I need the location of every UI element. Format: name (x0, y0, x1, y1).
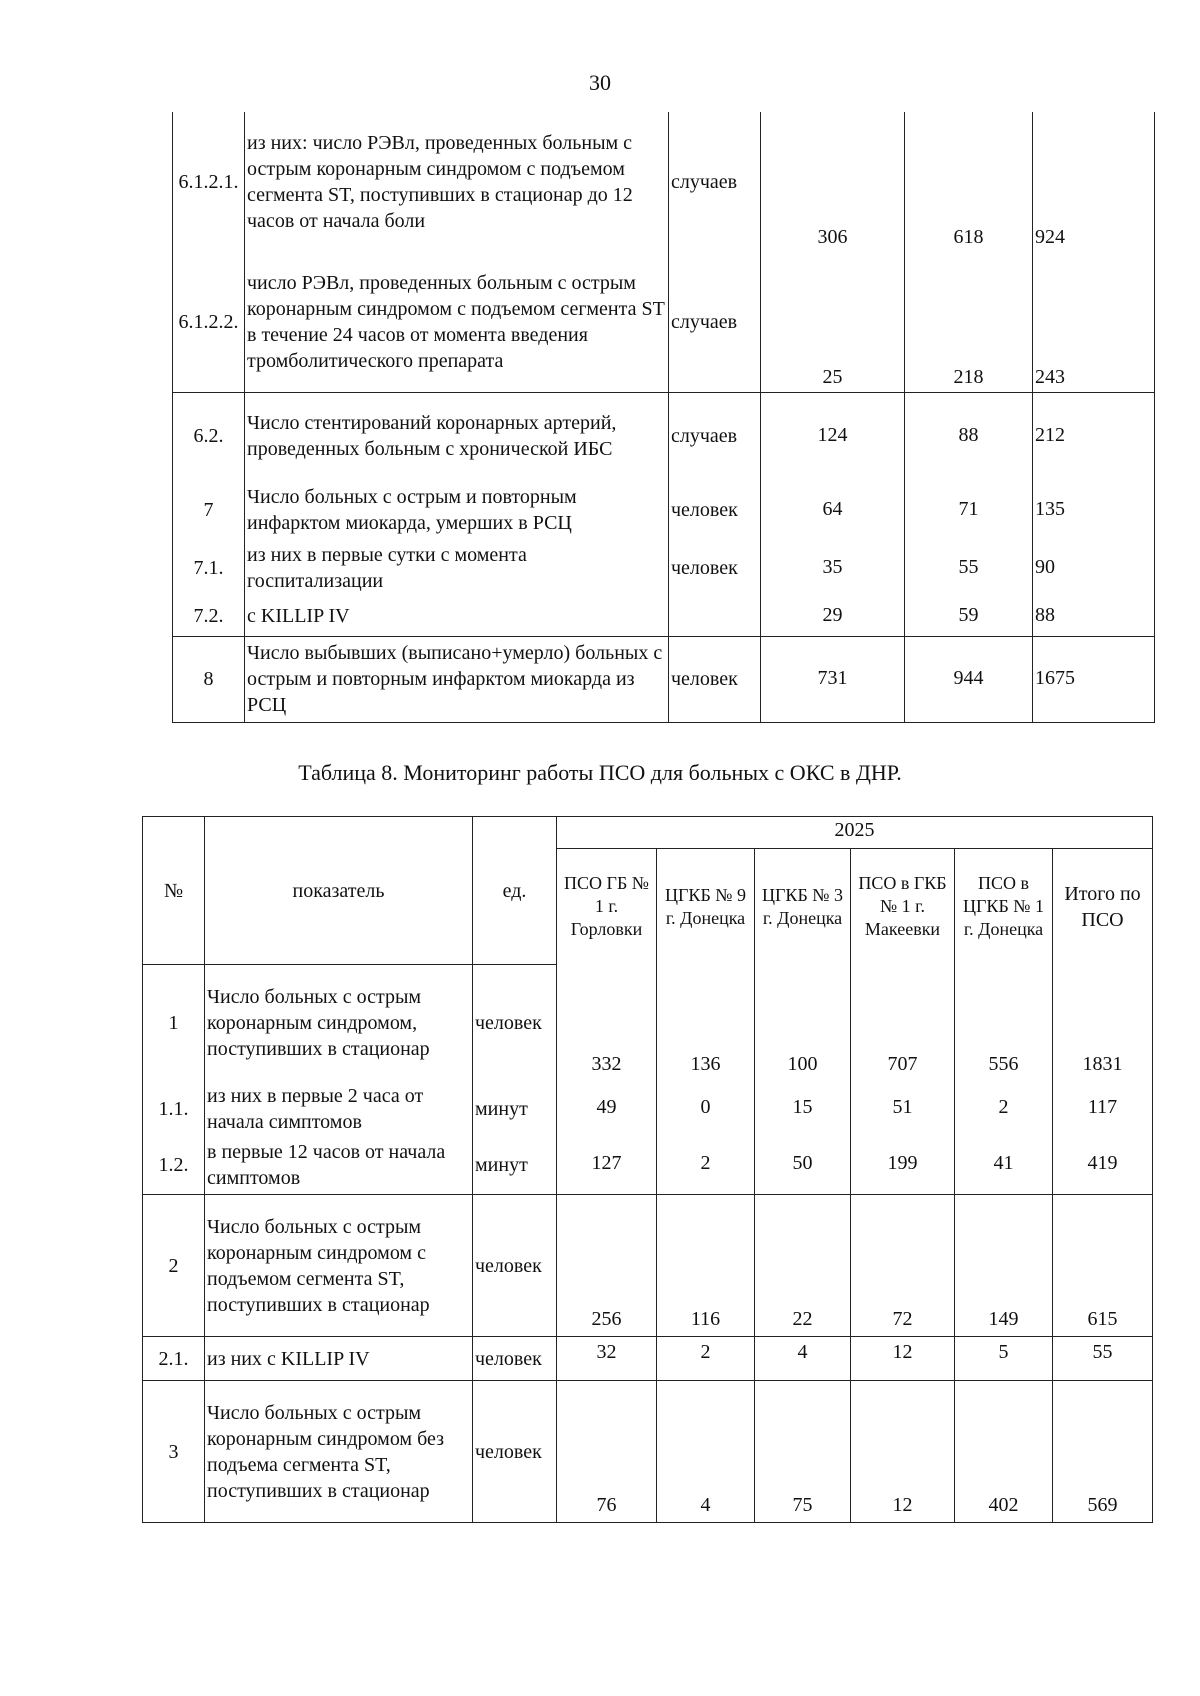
row-value: 924 (1033, 112, 1155, 252)
row-text: Число больных с острым коронарным синдромом, поступивших в стационар (205, 965, 473, 1081)
row-value: 2 (955, 1081, 1053, 1137)
table-row (173, 480, 1155, 540)
row-unit: случаев (669, 252, 761, 392)
row-text: Число больных с острым коронарным синдромом без подъема сегмента ST, поступивших в стационар (205, 1381, 473, 1523)
table-row (173, 636, 1155, 722)
row-value: 199 (851, 1137, 955, 1195)
row-value: 944 (905, 636, 1033, 722)
row-number: 7.1. (173, 540, 245, 596)
row-value: 402 (955, 1381, 1053, 1523)
row-value: 76 (557, 1381, 657, 1523)
row-value: 12 (851, 1337, 955, 1381)
row-value: 100 (755, 965, 851, 1081)
row-unit: человек (669, 540, 761, 596)
continuation-table (172, 112, 1155, 723)
row-value: 29 (761, 596, 905, 636)
table-row (173, 252, 1155, 392)
row-value: 218 (905, 252, 1033, 392)
header-column: ПСО ГБ № 1 г. Горловки (557, 849, 657, 965)
row-number: 3 (143, 1381, 205, 1523)
row-unit: случаев (669, 112, 761, 252)
row-unit: минут (473, 1137, 557, 1195)
row-value: 149 (955, 1195, 1053, 1337)
row-value: 88 (905, 392, 1033, 480)
row-value: 32 (557, 1337, 657, 1381)
row-value: 0 (657, 1081, 755, 1137)
row-unit: минут (473, 1081, 557, 1137)
row-value: 618 (905, 112, 1033, 252)
row-value: 615 (1053, 1195, 1153, 1337)
row-value: 72 (851, 1195, 955, 1337)
row-unit: случаев (669, 392, 761, 480)
row-value: 12 (851, 1381, 955, 1523)
row-number: 8 (173, 636, 245, 722)
row-unit: человек (473, 1381, 557, 1523)
row-value: 569 (1053, 1381, 1153, 1523)
row-unit: человек (669, 636, 761, 722)
row-unit: человек (473, 965, 557, 1081)
row-value: 4 (755, 1337, 851, 1381)
table-row (143, 965, 1153, 1081)
row-value: 2 (657, 1337, 755, 1381)
header-row (143, 817, 1153, 849)
row-text: с KILLIP IV (245, 596, 669, 636)
row-text: из них: число РЭВл, проведенных больным с острым коронарным синдромом с подъемом сегмента ST, поступивших в стационар до 12 часов от начала боли (245, 112, 669, 252)
row-text: из них с KILLIP IV (205, 1337, 473, 1381)
row-value: 25 (761, 252, 905, 392)
header-number: № (143, 817, 205, 965)
row-number: 2.1. (143, 1337, 205, 1381)
page-number: 30 (589, 70, 611, 95)
row-unit: человек (473, 1195, 557, 1337)
table-row (143, 1081, 1153, 1137)
row-number: 2 (143, 1195, 205, 1337)
row-value: 731 (761, 636, 905, 722)
row-number: 7.2. (173, 596, 245, 636)
row-unit: человек (669, 480, 761, 540)
table-caption: Таблица 8. Мониторинг работы ПСО для больных с ОКС в ДНР. (298, 760, 902, 785)
row-text: из них в первые 2 часа от начала симптомов (205, 1081, 473, 1137)
row-value: 51 (851, 1081, 955, 1137)
header-year: 2025 (557, 817, 1153, 849)
header-indicator: показатель (205, 817, 473, 965)
row-number: 1.1. (143, 1081, 205, 1137)
row-value: 71 (905, 480, 1033, 540)
row-value: 55 (1053, 1337, 1153, 1381)
row-text: в первые 12 часов от начала симптомов (205, 1137, 473, 1195)
row-value: 117 (1053, 1081, 1153, 1137)
row-value: 2 (657, 1137, 755, 1195)
row-value: 127 (557, 1137, 657, 1195)
table-row (143, 1195, 1153, 1337)
row-number: 6.1.2.1. (173, 112, 245, 252)
row-text: Число больных с острым и повторным инфарктом миокарда, умерших в РСЦ (245, 480, 669, 540)
row-number: 1.2. (143, 1137, 205, 1195)
row-value: 212 (1033, 392, 1155, 480)
table-row (173, 540, 1155, 596)
row-value: 332 (557, 965, 657, 1081)
row-value: 116 (657, 1195, 755, 1337)
table-row (173, 112, 1155, 252)
header-column: ПСО в ЦГКБ № 1 г. Донецка (955, 849, 1053, 965)
header-column: ЦГКБ № 9 г. Донецка (657, 849, 755, 965)
header-column-total: Итого по ПСО (1053, 849, 1153, 965)
row-text: Число больных с острым коронарным синдромом с подъемом сегмента ST, поступивших в стационар (205, 1195, 473, 1337)
row-value: 4 (657, 1381, 755, 1523)
row-value: 22 (755, 1195, 851, 1337)
pso-monitoring-table (142, 816, 1153, 1523)
row-value: 1831 (1053, 965, 1153, 1081)
row-value: 135 (1033, 480, 1155, 540)
row-value: 707 (851, 965, 955, 1081)
header-unit: ед. (473, 817, 557, 965)
row-value: 59 (905, 596, 1033, 636)
row-text: из них в первые сутки с момента госпитализации (245, 540, 669, 596)
row-value: 1675 (1033, 636, 1155, 722)
row-value: 49 (557, 1081, 657, 1137)
row-value: 50 (755, 1137, 851, 1195)
table-row (173, 596, 1155, 636)
row-value: 41 (955, 1137, 1053, 1195)
row-value: 90 (1033, 540, 1155, 596)
row-unit (669, 596, 761, 636)
row-value: 306 (761, 112, 905, 252)
row-value: 88 (1033, 596, 1155, 636)
table-row (143, 1337, 1153, 1381)
row-value: 64 (761, 480, 905, 540)
row-value: 136 (657, 965, 755, 1081)
header-column: ПСО в ГКБ № 1 г. Макеевки (851, 849, 955, 965)
row-value: 419 (1053, 1137, 1153, 1195)
row-value: 556 (955, 965, 1053, 1081)
row-value: 243 (1033, 252, 1155, 392)
row-value: 5 (955, 1337, 1053, 1381)
row-text: Число выбывших (выписано+умерло) больных с острым и повторным инфарктом миокарда из РСЦ (245, 636, 669, 722)
row-value: 256 (557, 1195, 657, 1337)
table-row (143, 1381, 1153, 1523)
row-unit: человек (473, 1337, 557, 1381)
row-value: 75 (755, 1381, 851, 1523)
row-text: Число стентирований коронарных артерий, проведенных больным с хронической ИБС (245, 392, 669, 480)
row-text: число РЭВл, проведенных больным с острым коронарным синдромом с подъемом сегмента ST в течение 24 часов от момента введения тромболитического препарата (245, 252, 669, 392)
row-value: 55 (905, 540, 1033, 596)
table-row (143, 1137, 1153, 1195)
row-value: 35 (761, 540, 905, 596)
row-number: 7 (173, 480, 245, 540)
row-number: 6.2. (173, 392, 245, 480)
row-number: 1 (143, 965, 205, 1081)
row-number: 6.1.2.2. (173, 252, 245, 392)
table-row (173, 392, 1155, 480)
header-column: ЦГКБ № 3 г. Донецка (755, 849, 851, 965)
row-value: 15 (755, 1081, 851, 1137)
row-value: 124 (761, 392, 905, 480)
